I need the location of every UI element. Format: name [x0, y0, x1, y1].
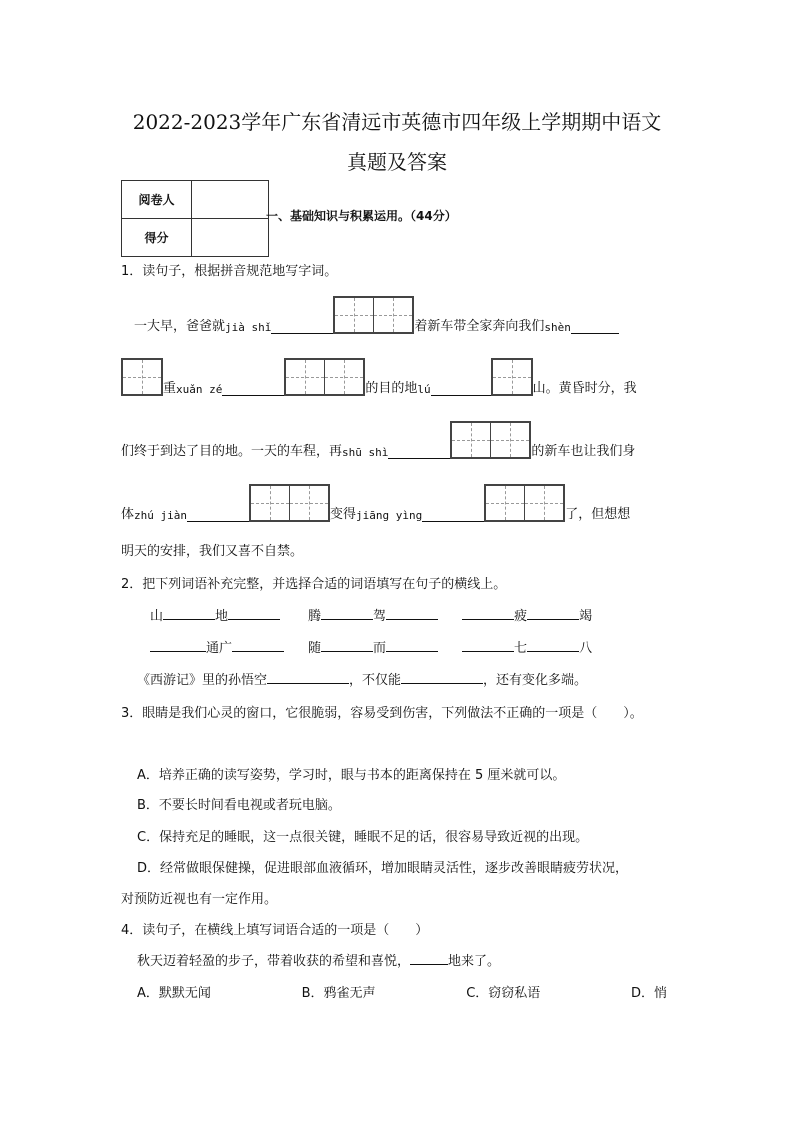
writing-grid-box[interactable] [284, 358, 365, 396]
text-segment: 一大早，爸爸就 [121, 319, 226, 334]
q3-option-c: C．保持充足的睡眠，这一点很关键，睡眠不足的话，很容易导致近视的出现。 [137, 830, 589, 845]
pinyin: zhú jiàn [134, 509, 187, 522]
word-char: 而 [373, 641, 387, 656]
pinyin: shū shì [342, 446, 389, 459]
q3-option-d: D．经常做眼保健操，促进眼部血液循环，增加眼睛灵活性，逐步改善眼睛疲劳状况， [137, 861, 629, 876]
text-segment: 的目的地 [365, 381, 418, 396]
grid-cell[interactable] [251, 486, 290, 520]
q2-sentence [137, 669, 587, 688]
word-char: 地 [215, 609, 229, 624]
q3-option-b: B．不要长时间看电视或者玩电脑。 [137, 798, 341, 813]
grid-cell[interactable] [374, 298, 412, 332]
fill-blank[interactable] [410, 950, 448, 965]
pinyin-blank[interactable] [431, 381, 491, 396]
q1-prompt: 1．读句子，根据拼音规范地写字词。 [121, 264, 338, 279]
grid-cell[interactable] [123, 360, 161, 394]
pinyin-blank[interactable] [271, 319, 333, 334]
q4-option-b[interactable]: B．鸦雀无声 [301, 986, 376, 1001]
writing-grid-box[interactable] [333, 296, 414, 334]
word-char: 八 [579, 641, 593, 656]
pinyin: lú [417, 383, 431, 396]
score-cell [192, 219, 269, 257]
writing-grid-box[interactable] [249, 484, 330, 522]
word-char: 腾 [308, 609, 322, 624]
sentence-part: 地来了。 [448, 954, 501, 969]
word-char: 驾 [373, 609, 387, 624]
pinyin: jiāng yìng [356, 509, 423, 522]
text-segment: 山。黄昏时分，我 [532, 381, 637, 396]
grid-cell[interactable] [486, 486, 525, 520]
fill-blank[interactable] [267, 669, 349, 684]
pinyin-blank[interactable] [422, 507, 484, 522]
word-char: 随 [308, 641, 322, 656]
word-char: 山 [150, 609, 164, 624]
word-char: 通广 [206, 641, 233, 656]
writing-grid-box[interactable] [491, 358, 533, 396]
grid-cell[interactable] [286, 360, 325, 394]
q4-options [137, 982, 667, 1001]
reviewer-label: 阅卷人 [122, 181, 192, 219]
q4-sentence [137, 950, 500, 969]
q1-last-line: 明天的安排，我们又喜不自禁。 [121, 544, 304, 559]
pinyin-blank[interactable] [222, 381, 284, 396]
sentence-part: 秋天迈着轻盈的步子，带着收获的希望和喜悦， [137, 954, 411, 969]
grid-cell[interactable] [290, 486, 328, 520]
word-char: 疲 [514, 609, 528, 624]
reviewer-cell [192, 181, 269, 219]
score-table [121, 180, 269, 257]
fill-blank[interactable] [401, 669, 483, 684]
q4-option-c[interactable]: C．窃窃私语 [466, 986, 541, 1001]
grid-cell[interactable] [335, 298, 374, 332]
q2-prompt: 2．把下列词语补充完整，并选择合适的词语填写在句子的横线上。 [121, 577, 507, 592]
text-segment: 重 [163, 381, 177, 396]
writing-grid-box[interactable] [450, 421, 531, 459]
grid-cell[interactable] [452, 423, 491, 457]
q4-option-a[interactable]: A．默默无闻 [137, 986, 211, 1001]
pinyin-blank[interactable] [187, 507, 249, 522]
score-label: 得分 [122, 219, 192, 257]
text-segment: 体 [121, 507, 135, 522]
text-segment: 变得 [330, 507, 357, 522]
q1-row [121, 419, 676, 459]
q3-option-a: A．培养正确的读写姿势，学习时，眼与书本的距离保持在 5 厘米就可以。 [137, 768, 566, 783]
text-segment: 的新车也让我们身 [531, 444, 636, 459]
q2-word-row-1 [150, 605, 592, 624]
pinyin-blank[interactable] [571, 319, 619, 334]
grid-cell[interactable] [525, 486, 563, 520]
title-line-2: 真题及答案 [347, 150, 447, 174]
title-line-1: 2022-2023学年广东省清远市英德市四年级上学期期中语文 [132, 110, 662, 134]
word-char: 竭 [579, 609, 593, 624]
pinyin: jià shǐ [225, 321, 272, 334]
grid-cell[interactable] [493, 360, 531, 394]
q3-option-d-cont: 对预防近视也有一定作用。 [121, 892, 278, 907]
q4-prompt: 4．读句子，在横线上填写词语合适的一项是（ ） [121, 923, 429, 938]
writing-grid-box[interactable] [484, 484, 565, 522]
pinyin-blank[interactable] [388, 444, 450, 459]
pinyin: xuǎn zé [176, 383, 223, 396]
q4-option-d[interactable]: D．悄 [630, 986, 667, 1001]
text-segment: 们终于到达了目的地。一天的车程，再 [121, 444, 343, 459]
q1-row [121, 294, 676, 334]
sentence-part: ，还有变化多端。 [483, 673, 588, 688]
pinyin: shèn [544, 321, 571, 334]
word-char: 七 [514, 641, 528, 656]
q1-row [121, 356, 676, 396]
q3-prompt: 3．眼睛是我们心灵的窗口，它很脆弱，容易受到伤害，下列做法不正确的一项是（ ）。 [121, 706, 643, 721]
q2-word-row-2 [150, 637, 592, 656]
text-segment: 着新车带全家奔向我们 [414, 319, 545, 334]
writing-grid-box[interactable] [121, 358, 163, 396]
grid-cell[interactable] [325, 360, 363, 394]
q1-row [121, 482, 676, 522]
sentence-part: ，不仅能 [349, 673, 402, 688]
text-segment: 了，但想想 [565, 507, 631, 522]
sentence-part: 《西游记》里的孙悟空 [137, 673, 268, 688]
section-heading: 一、基础知识与积累运用。（44分） [266, 209, 457, 223]
grid-cell[interactable] [491, 423, 529, 457]
